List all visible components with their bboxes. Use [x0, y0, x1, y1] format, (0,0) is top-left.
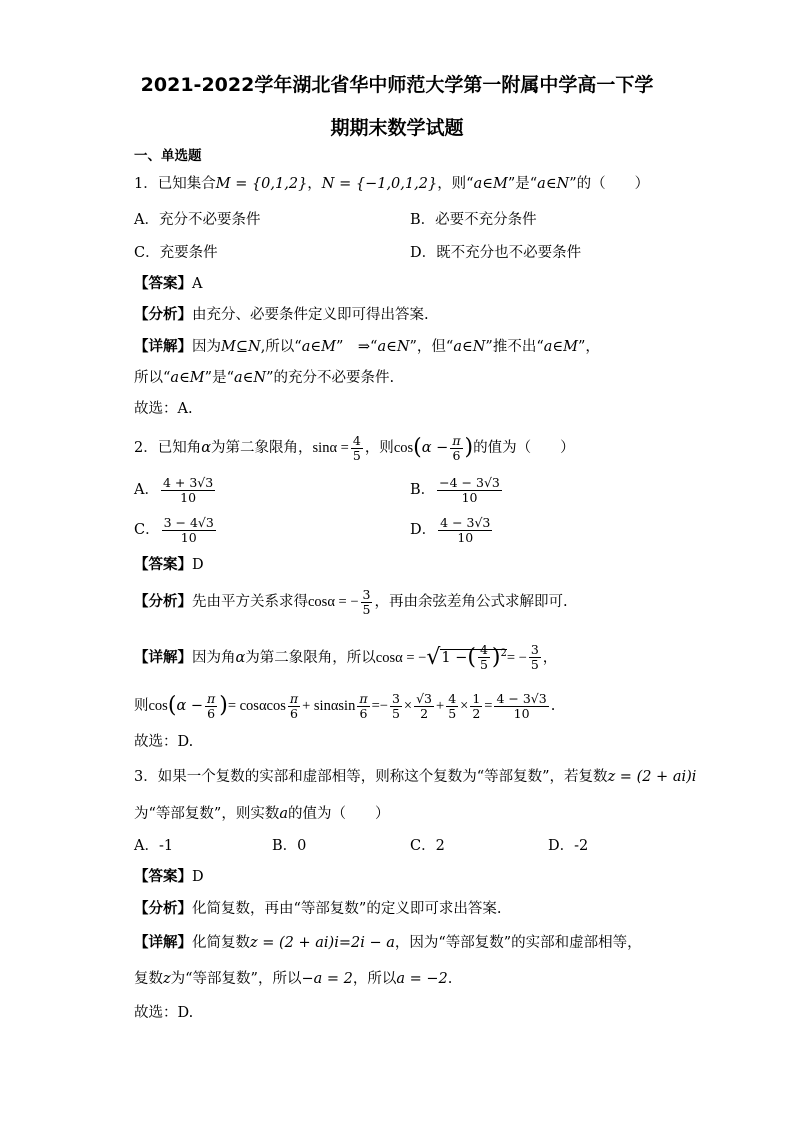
q2-l2-five-b: 5: [448, 705, 457, 721]
q1-stem-end: ”的（ ）: [569, 176, 650, 192]
q1-set-n: N = {−1,0,1,2}: [321, 176, 438, 192]
q2-opt-b-frac: [437, 476, 502, 505]
q2-opt-b-den: 10: [461, 489, 478, 505]
q2-stem: [134, 431, 575, 465]
q3-answer: [134, 867, 204, 887]
q2-detail-alpha: α: [235, 649, 246, 666]
q1-option-d: D．既不充分也不必要条件: [410, 245, 582, 261]
q1-detail-l2-is: ”是“: [204, 370, 234, 386]
q2-option-a: [134, 474, 217, 506]
q2-l2-frac-sqrt3-2: [414, 692, 434, 721]
q1-set-m: M = {0,1,2}: [215, 176, 308, 192]
q1-option-c: C．充要条件: [134, 245, 218, 261]
q3-detail-f: .: [447, 971, 453, 987]
q2-pi: π: [452, 432, 461, 448]
q2-l2-alpha-minus: α −: [176, 698, 203, 714]
q2-frac-4-5: [351, 434, 363, 463]
q2-l2-one: 1: [472, 690, 481, 706]
q2-sqrt-inner: 1 −: [441, 649, 468, 666]
q2-detail-frac: [529, 643, 541, 672]
title-line-2: 期期末数学试题: [330, 117, 464, 139]
q1-comma: ，: [307, 176, 322, 192]
q2-l2-pi-a: π: [207, 690, 216, 706]
q2-sq-lparen: (: [467, 644, 476, 670]
q2-opt-b-label: B．: [410, 482, 436, 498]
q2-opt-a-label: A．: [134, 482, 159, 498]
q2-analysis-b: ，再由余弦差角公式求解即可.: [374, 594, 568, 610]
q3-conclusion: 故选：D.: [134, 1005, 194, 1021]
q2-l2-five-a: 5: [391, 705, 400, 721]
q1-detail-l2-a-in-m: a∈M: [170, 370, 205, 386]
q3-stem-c: 的值为（ ）: [287, 806, 390, 822]
q3-analysis-text: 化简复数，再由“等部复数”的定义即可求出答案.: [192, 901, 502, 917]
q2-detail-num: 3: [530, 642, 539, 658]
q1-analysis-text: 由充分、必要条件定义即可得出答案.: [192, 307, 429, 323]
q2-l2-frac-pi6-c: [357, 692, 369, 721]
q1-detail-line-2: [134, 368, 394, 388]
q1-a-in-n: a∈N: [537, 176, 570, 192]
q2-sqrt-body: [440, 642, 507, 673]
q2-sq-num: 4: [479, 642, 488, 658]
q2-conclusion: 故选：D.: [134, 734, 194, 750]
q2-l2-sqrt3: √3: [416, 690, 432, 706]
q3-detail-eq1: −a = 2: [301, 971, 353, 987]
q2-alpha: α: [201, 440, 212, 456]
q2-opt-c-den: 10: [180, 529, 197, 545]
q2-detail-line-1: [134, 634, 557, 678]
q2-analysis-tag: 【分析】: [134, 594, 192, 610]
q2-detail-cos: cosα = −: [375, 649, 427, 666]
q2-l2-result-num: 4 − 3√3: [496, 690, 547, 706]
q1-detail-end: ”，: [577, 339, 600, 355]
q2-l2-times-1: ×: [403, 698, 413, 714]
q1-detail-so: ,所以“: [260, 339, 302, 355]
q2-detail-tag: 【详解】: [134, 649, 192, 666]
q2-opt-c-label: C．: [134, 522, 160, 538]
q1-detail-implies: ” ⇒“: [335, 339, 378, 355]
q2-answer: [134, 555, 204, 575]
q1-analysis: [134, 305, 429, 325]
q2-opt-d-num: 4 − 3√3: [440, 514, 491, 530]
q1-stem-mid: ，则“: [437, 176, 474, 192]
q3-option-b: B．0: [272, 838, 307, 854]
q2-answer-value: D: [192, 557, 204, 573]
q2-stem-b: 为第二象限角，: [211, 440, 313, 456]
q2-frac-num: 4: [352, 432, 361, 448]
q3-detail-line-2: [134, 969, 452, 989]
q2-analysis-den: 5: [362, 601, 371, 617]
title-line-1: 2021-2022学年湖北省华中师范大学第一附属中学高一下学: [140, 74, 654, 96]
q3-answer-tag: 【答案】: [134, 869, 192, 885]
q2-sq-rparen: ): [491, 644, 501, 670]
q2-l2-frac-pi6-a: [205, 692, 217, 721]
q2-detail-den: 5: [530, 657, 539, 673]
q2-answer-tag: 【答案】: [134, 557, 192, 573]
q3-option-a: A．-1: [134, 838, 174, 854]
q3-detail-b: ，因为“等部复数”的实部和虚部相等，: [394, 935, 642, 951]
q2-l2-plus-sin: + sinαsin: [302, 698, 356, 714]
q2-stem-d: 的值为（ ）: [473, 440, 575, 456]
q2-opt-d-label: D．: [410, 522, 437, 538]
q2-sin-alpha: sinα =: [312, 440, 349, 456]
q1-is: ”是“: [507, 176, 538, 192]
q2-opt-c-frac: [162, 516, 216, 545]
section-heading: 一、单选题: [134, 148, 202, 164]
q2-lparen: (: [413, 435, 422, 460]
q1-stem: [134, 174, 649, 194]
q3-detail-d: 为“等部复数”，所以: [170, 971, 302, 987]
q2-l2-eq-2: =: [484, 698, 493, 714]
q2-l2-result-den: 10: [513, 705, 530, 721]
q2-stem-c: ，则: [364, 440, 394, 456]
q2-rparen: ): [464, 435, 474, 460]
q2-analysis-a: 先由平方关系求得: [192, 594, 308, 610]
q2-analysis-num: 3: [362, 586, 371, 602]
q1-detail-a-in-m: a∈M: [301, 339, 336, 355]
q2-opt-d-frac: [438, 516, 492, 545]
q2-opt-d-den: 10: [457, 529, 474, 545]
q2-l2-rparen: ): [219, 693, 228, 718]
q2-opt-b-num: −4 − 3√3: [439, 474, 500, 490]
q2-frac-pi-6: [450, 434, 462, 463]
q3-analysis-tag: 【分析】: [134, 901, 192, 917]
q2-sq-den: 5: [479, 657, 488, 673]
q1-stem-pre: 1．已知集合: [134, 176, 216, 192]
q2-analysis-cos: cosα = −: [308, 594, 359, 610]
q2-l2-minus: −: [379, 698, 388, 714]
q1-detail-l2-end: ”的充分不必要条件.: [266, 370, 395, 386]
q1-analysis-tag: 【分析】: [134, 307, 192, 323]
q2-opt-c-num: 3 − 4√3: [163, 514, 214, 530]
q2-opt-a-den: 10: [180, 489, 197, 505]
q2-sq-frac: [478, 643, 490, 672]
q1-conclusion: 故选：A.: [134, 401, 193, 417]
q2-sq-exponent: 2: [500, 648, 507, 659]
q3-z-eq: z = (2 + ai)i: [607, 769, 697, 785]
q1-answer-tag: 【答案】: [134, 276, 192, 292]
q3-detail-e: ，所以: [352, 971, 397, 987]
q3-stem-line-1: [134, 767, 696, 787]
q2-option-d: [410, 514, 494, 546]
q2-l2-frac-pi6-b: [288, 692, 300, 721]
q2-l2-lparen: (: [167, 693, 177, 718]
q2-l2-frac-3-5: [390, 692, 402, 721]
q2-l2-frac-1-2: [470, 692, 482, 721]
q3-detail-eq2: a = −2: [396, 971, 448, 987]
q2-opt-a-num: 4 + 3√3: [162, 474, 214, 490]
q3-detail-tag: 【详解】: [134, 935, 192, 951]
q3-detail-z: z: [163, 971, 171, 987]
q2-analysis-frac: [361, 588, 373, 617]
q2-alpha-minus: α −: [421, 440, 449, 456]
q1-answer-value: A: [192, 276, 203, 292]
q2-detail-a: 因为角: [192, 649, 236, 666]
q2-detail-line-2: [134, 688, 555, 724]
q2-l2-pi-b: π: [289, 690, 299, 706]
q2-option-c: [134, 514, 218, 546]
q2-l2-plus: +: [436, 698, 445, 714]
q3-detail-a: 化简复数: [192, 935, 250, 951]
q1-option-a: A．充分不必要条件: [134, 212, 261, 228]
q2-sqrt-sign: √: [426, 644, 441, 670]
q1-detail-l2-a-in-n: a∈N: [233, 370, 267, 386]
q2-detail-comma: ，: [542, 649, 558, 666]
q3-detail-line-1: [134, 933, 642, 953]
q2-l2-cos: cos: [148, 698, 168, 714]
q2-opt-a-frac: [161, 476, 215, 505]
q2-l2-frac-4-5: [446, 692, 458, 721]
q1-detail-line-1: [134, 337, 600, 357]
q2-l2-expand: = cosαcos: [227, 698, 286, 714]
q2-l2-six-b: 6: [290, 705, 298, 721]
q2-detail-b: 为第二象限角，所以: [245, 649, 376, 666]
q2-l2-two-b: 2: [472, 705, 481, 721]
q2-l2-six-a: 6: [207, 705, 216, 721]
q2-detail-eq-minus: = −: [506, 649, 527, 666]
q2-l2-six-c: 6: [359, 705, 368, 721]
q2-l2-period: .: [550, 698, 556, 714]
q1-m-subset-n: M⊆N: [221, 339, 261, 355]
q2-l2-two-a: 2: [420, 705, 429, 721]
q2-l2-pi-c: π: [359, 690, 368, 706]
q2-cos: cos: [393, 440, 414, 456]
q2-frac-den: 5: [352, 447, 361, 463]
q3-option-c: C．2: [410, 838, 445, 854]
q2-l2-frac-result: [494, 692, 548, 721]
q3-stem-b: 为“等部复数”，则实数: [134, 806, 280, 822]
q2-analysis: [134, 586, 568, 618]
q2-l2-eq-1: =: [371, 698, 380, 714]
q1-detail-a-in-m-2: a∈M: [543, 339, 578, 355]
q3-a: a: [279, 806, 288, 822]
q1-detail-because: 因为: [192, 339, 221, 355]
q3-detail-c: 复数: [134, 971, 163, 987]
q3-answer-value: D: [192, 869, 204, 885]
q3-analysis: [134, 899, 501, 919]
q2-six: 6: [452, 447, 461, 463]
q2-then: 则: [134, 698, 149, 714]
q1-detail-a-in-n-2: a∈N: [453, 339, 486, 355]
q3-detail-expr: z = (2 + ai)i=2i − a: [250, 935, 395, 951]
q2-l2-four: 4: [448, 690, 457, 706]
q1-option-b: B．必要不充分条件: [410, 212, 537, 228]
q1-detail-l2-so: 所以“: [134, 370, 171, 386]
q2-option-b: [410, 474, 504, 506]
q3-stem-line-2: [134, 804, 389, 824]
q3-option-d: D．-2: [548, 838, 589, 854]
q2-stem-a: 2．已知角: [134, 440, 202, 456]
q2-l2-times-2: ×: [460, 698, 469, 714]
q1-answer: [134, 274, 202, 294]
q1-detail-but: ”，但“: [409, 339, 454, 355]
q1-detail-not-imply: ”推不出“: [485, 339, 544, 355]
q3-stem-a: 3．如果一个复数的实部和虚部相等，则称这个复数为“等部复数”，若复数: [134, 769, 608, 785]
q1-detail-a-in-n: a∈N: [377, 339, 410, 355]
q1-detail-tag: 【详解】: [134, 339, 192, 355]
q2-l2-three: 3: [391, 690, 400, 706]
q1-a-in-m: a∈M: [473, 176, 508, 192]
